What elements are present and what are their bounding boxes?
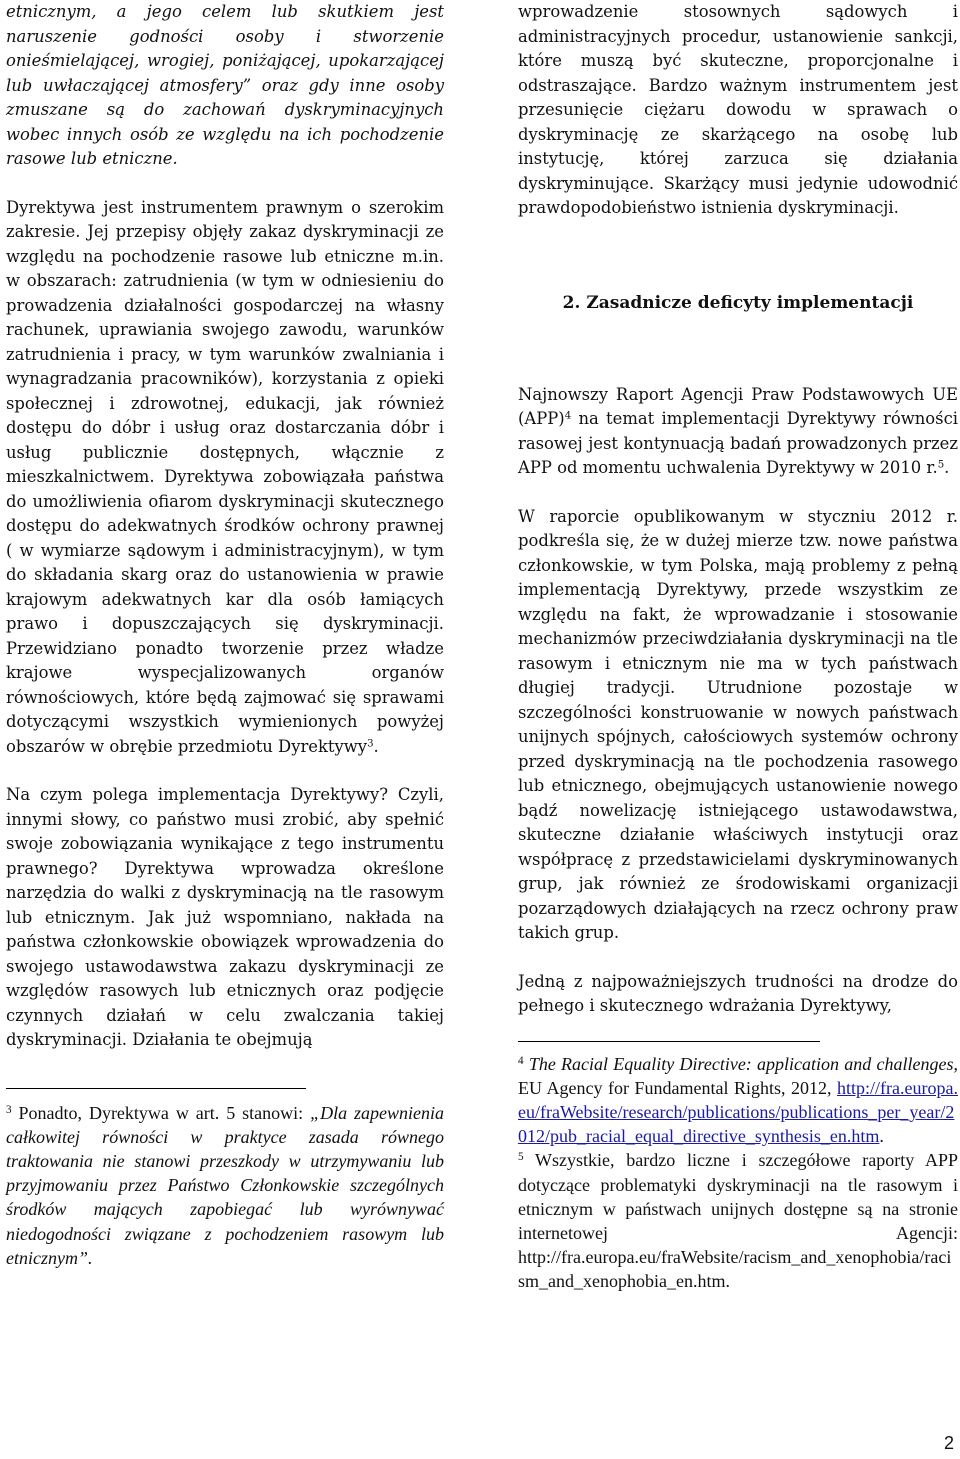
paragraph-difficulties: Jedną z najpoważniejszych trudności na drodze do pełnego i skutecznego wdrażania Dyrektywy, — [518, 971, 958, 1015]
section-heading: 2. Zasadnicze deficyty implementacji — [562, 292, 914, 313]
footnote-5: $^5$ Wszystkie, bardzo liczne i szczegółowe raporty APP dotyczące problematyki dyskryminacji na tle rasowym i etnicznym w państwach unijnych dostępne są na stronie internetowej Agencji: http://fra.europa.eu/fraWebsite/racism_and_xenophobia/racism_and_xenophobia_en.htm. — [518, 1150, 958, 1292]
footnote-ref-4[interactable]: 4 — [564, 410, 572, 422]
left-column — [6, 0, 444, 1270]
footnote-ref-3[interactable]: 3 — [367, 737, 374, 749]
page-number: 2 — [943, 1433, 954, 1453]
footnote-ref-5[interactable]: 5 — [937, 459, 945, 471]
fra-report-link[interactable]: http://fra.europa.eu/fraWebsite/research/publications/publications_per_year/2012/pub_racial_equal_directive_synthesis_en.htm — [518, 1077, 958, 1147]
footnote-4: $^4$ The Racial Equality Directive: application and challenges, EU Agency for Fundamental Rights, 2012, http://fra.europa.eu/fraWebsite/research/publications/publications_per_year/2012/pub_racial_equal_directive_synthesis_en.htm. — [518, 1053, 958, 1147]
footnote-separator — [518, 1041, 820, 1042]
paragraph-procedures: wprowadzenie stosownych sądowych i administracyjnych procedur, ustanowienie sankcji, które muszą być skuteczne, proporcjonalne i odstraszające. Bardzo ważnym instrumentem jest przesunięcie ciężaru dowodu w sprawach o dyskryminację ze skarżącego na osobę lub instytucję, której zarzuca się działania dyskryminujące. Skarżący musi jedynie udowodnić prawdopodobieństwo istnienia dyskryminacji. — [518, 2, 958, 217]
paragraph-directive-scope-text: Dyrektywa jest instrumentem prawnym o szerokim zakresie. Jej przepisy objęły zakaz dyskryminacji ze względu na pochodzenie rasowe lub etniczne m.in. w obszarach: zatrudnienia (w tym w odniesieniu do prowadzenia działalności gospodarczej na własny rachunek, uprawiania swojego zawodu, warunków zatrudnienia i pracy, w tym warunków zwalniania i wynagradzania pracowników), korzystania z opieki społecznej i zdrowotnej, edukacji, jak również dostępu do dóbr i usług oraz dostarczania dóbr i usług publicznie dostępnych, włącznie z mieszkalnictwem. Dyrektywa zobowiązała państwa do umożliwienia ofiarom dyskryminacji skutecznego dostępu do adekwatnych środków ochrony prawnej ( w wymiarze sądowym i administracyjnym), w tym do składania skarg oraz do ustanowienia w prawie krajowym adekwatnych kar dla osób łamiących prawo i dopuszczających się dyskryminacji. Przewidziano ponadto tworzenie przez władze krajowe wyspecjalizowanych organów równościowych, które będą zajmować się sprawami dotyczącymi wszystkich wymienionych powyżej obszarów w obrębie przedmiotu Dyrektywy — [6, 197, 444, 756]
footnote-separator — [6, 1088, 306, 1089]
footnote-3: $^3$ Ponadto, Dyrektywa w art. 5 stanowi: „Dla zapewnienia całkowitej równości w praktyce zasada równego traktowania nie stanowi przeszkody w utrzymywaniu lub przyjmowaniu przez Państwo Członkowskie szczególnych środków mających zapobiegać lub wyrównywać niedogodności związane z pochodzeniem rasowym lub etnicznym”. — [6, 1102, 444, 1268]
paragraph-report-findings: W raporcie opublikowanym w styczniu 2012 r. podkreśla się, że w dużej mierze tzw. nowe państwa członkowskie, w tym Polska, mają problemy z pełną implementacją Dyrektywy, przede wszystkim ze względu na fakt, że wprowadzanie i stosowanie mechanizmów przeciwdziałania dyskryminacji na tle rasowym i etnicznym nie ma w tych państwach długiej tradycji. Utrudnione pozostaje w szczególności konstruowanie w nowych państwach unijnych spójnych, całościowych systemów ochrony przed dyskryminacją na tle pochodzenia rasowego lub etnicznego, obejmujących ustanowienie nowego bądź nowelizację istniejącego ustawodawstwa, skuteczne działanie właściwych instytucji oraz współpracę z przedstawicielami dyskryminowanych grup, jak również ze środowiskami organizacji pozarządowych działających na rzecz ochrony praw takich grup. — [518, 506, 958, 942]
paragraph-implementation: Na czym polega implementacja Dyrektywy? Czyli, innymi słowy, co państwo musi zrobić, aby spełnić swoje zobowiązania wynikające z tego instrumentu prawnego? Dyrektywa wprowadza określone narzędzia do walki z dyskryminacją na tle rasowym lub etnicznym. Jak już wspomniano, nakłada na państwa członkowskie obowiązek wprowadzenia do swojego ustawodawstwa zakazu dyskryminacji ze względów rasowych lub etnicznych oraz podjęcie czynnych działań w celu zwalczania takiej dyskryminacji. Działania te obejmują — [6, 785, 444, 1049]
paragraph-quote-continuation: etnicznym, a jego celem lub skutkiem jest naruszenie godności osoby i stworzenie onieśmielającej, wrogiej, poniżającej, upokarzającej lub uwłaczającej atmosfery” oraz gdy inne osoby zmuszane są do zachowań dyskryminacyjnych wobec innych osób ze względu na ich pochodzenie rasowe lub etniczne. — [6, 2, 444, 168]
right-column — [518, 0, 958, 1294]
paragraph-directive-scope: Dyrektywa jest instrumentem prawnym o szerokim zakresie. Jej przepisy objęły zakaz dyskryminacji ze względu na pochodzenie rasowe lub etniczne m.in. w obszarach: zatrudnienia (w tym w odniesieniu do prowadzenia działalności gospodarczej na własny rachunek, uprawiania swojego zawodu, warunków zatrudnienia i pracy, w tym warunków zwalniania i wynagradzania pracowników), korzystania z opieki społecznej i zdrowotnej, edukacji, jak również dostępu do dóbr i usług oraz dostarczania dóbr i usług publicznie dostępnych, włącznie z mieszkalnictwem. Dyrektywa zobowiązała państwa do umożliwienia ofiarom dyskryminacji skutecznego dostępu do adekwatnych środków ochrony prawnej ( w wymiarze sądowym i administracyjnym), w tym do składania skarg oraz do ustanowienia w prawie krajowym adekwatnych kar dla osób łamiących prawo i dopuszczających się dyskryminacji. Przewidziano ponadto tworzenie przez władze krajowe wyspecjalizowanych organów równościowych, które będą zajmować się sprawami dotyczącymi wszystkich wymienionych powyżej obszarów w obrębie przedmiotu Dyrektywy$^3$. — [6, 197, 444, 756]
paragraph-app-report: Najnowszy Raport Agencji Praw Podstawowych UE (APP)$^4$ na temat implementacji Dyrektywy równości rasowej jest kontynuacją badań prowadzonych przez APP od momentu uchwalenia Dyrektywy w 2010 r.$^5$. — [518, 384, 958, 477]
